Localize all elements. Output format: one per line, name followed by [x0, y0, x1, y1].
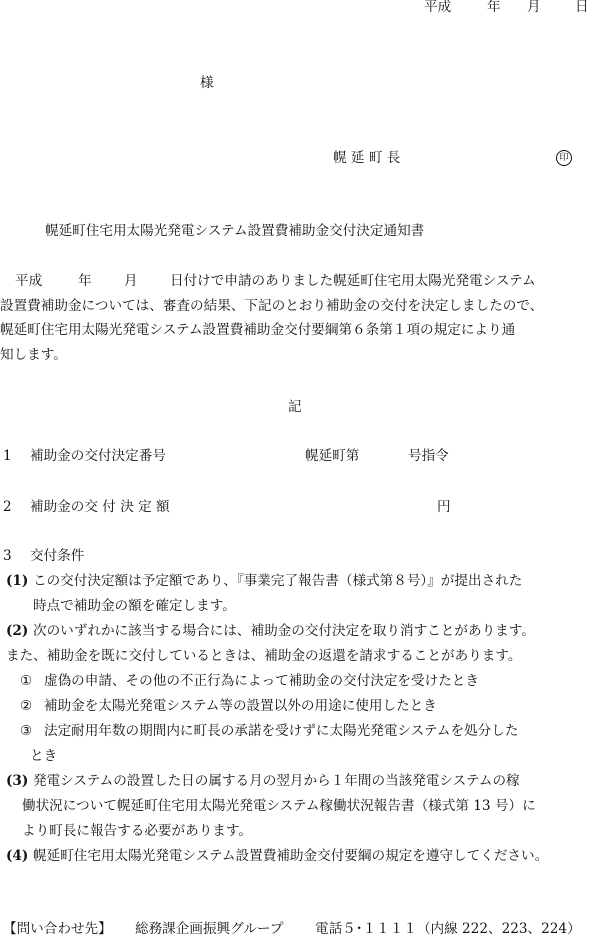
condition2-sub3-number: ③ — [20, 723, 33, 739]
item2-value-unit: 円 — [437, 499, 451, 515]
condition2-line1: 次のいずれかに該当する場合には、補助金の交付決定を取り消すことがあります。 — [33, 623, 535, 639]
body-month: 月 — [124, 273, 138, 289]
condition1-line2: 時点で補助金の額を確定します。 — [33, 598, 236, 614]
condition2-number: (2) — [6, 623, 29, 639]
condition4-number: (4) — [6, 848, 29, 864]
item3-label: 交付条件 — [30, 548, 85, 564]
condition1-line1: この交付決定額は予定額であり、『事業完了報告書（様式第８号）』が提出された — [33, 573, 523, 589]
body-line1-rest: 日付けで申請のありました幌延町住宅用太陽光発電システム — [170, 273, 536, 289]
item2-number: 2 — [3, 499, 12, 515]
body-line2: 設置費補助金については、審査の結果、下記のとおり補助金の交付を決定しましたので、 — [0, 298, 544, 314]
condition3-line2: 働状況について幌延町住宅用太陽光発電システム稼働状況報告書（様式第 13 号）に — [22, 798, 536, 814]
contact-department: 総務課企画振興グループ — [135, 921, 284, 937]
condition2-sub3-line2: とき — [30, 748, 58, 764]
item1-number: 1 — [3, 448, 12, 464]
condition3-number: (3) — [6, 773, 29, 789]
item3-number: 3 — [3, 548, 12, 564]
issuer-title: 幌 延 町 長 — [333, 150, 401, 166]
ki-heading: 記 — [288, 399, 302, 415]
date-day: 日 — [575, 0, 589, 15]
condition2-sub2: 補助金を太陽光発電システム等の設置以外の用途に使用したとき — [44, 698, 437, 714]
item2-label: 補助金の交 付 決 定 額 — [30, 499, 170, 515]
condition2-sub1-number: ① — [20, 673, 33, 689]
item1-value-prefix: 幌延町第 — [305, 448, 360, 464]
item1-label: 補助金の交付決定番号 — [30, 448, 166, 464]
contact-label: 【問い合わせ先】 — [3, 921, 112, 937]
condition2-sub2-number: ② — [20, 698, 33, 714]
condition2-line2: また、補助金を既に交付しているときは、補助金の返還を請求することがあります。 — [6, 648, 522, 664]
addressee-honorific: 様 — [200, 75, 214, 91]
condition4-line1: 幌延町住宅用太陽光発電システム設置費補助金交付要綱の規定を遵守してください。 — [33, 848, 549, 864]
item1-value-suffix: 号指令 — [408, 448, 449, 464]
seal-mark: 印 — [556, 150, 572, 166]
condition3-line1: 発電システムの設置した日の属する月の翌月から１年間の当該発電システムの稼 — [33, 773, 520, 789]
body-year: 年 — [78, 273, 92, 289]
body-line4: 知します。 — [0, 347, 67, 363]
date-era: 平成 — [424, 0, 452, 15]
body-line3: 幌延町住宅用太陽光発電システム設置費補助金交付要綱第６条第１項の規定により通 — [0, 322, 516, 338]
date-year: 年 — [487, 0, 501, 15]
date-month: 月 — [527, 0, 541, 15]
condition2-sub3-line1: 法定耐用年数の期間内に町長の承諾を受けずに太陽光発電システムを処分した — [44, 723, 519, 739]
condition3-line3: より町長に報告する必要があります。 — [22, 823, 253, 839]
condition1-number: (1) — [6, 573, 29, 589]
contact-phone: 電話５･１１１１（内線 222、223、224） — [315, 921, 581, 937]
body-era: 平成 — [15, 273, 43, 289]
document-title: 幌延町住宅用太陽光発電システム設置費補助金交付決定通知書 — [45, 223, 425, 239]
condition2-sub1: 虚偽の申請、その他の不正行為によって補助金の交付決定を受けたとき — [44, 673, 479, 689]
